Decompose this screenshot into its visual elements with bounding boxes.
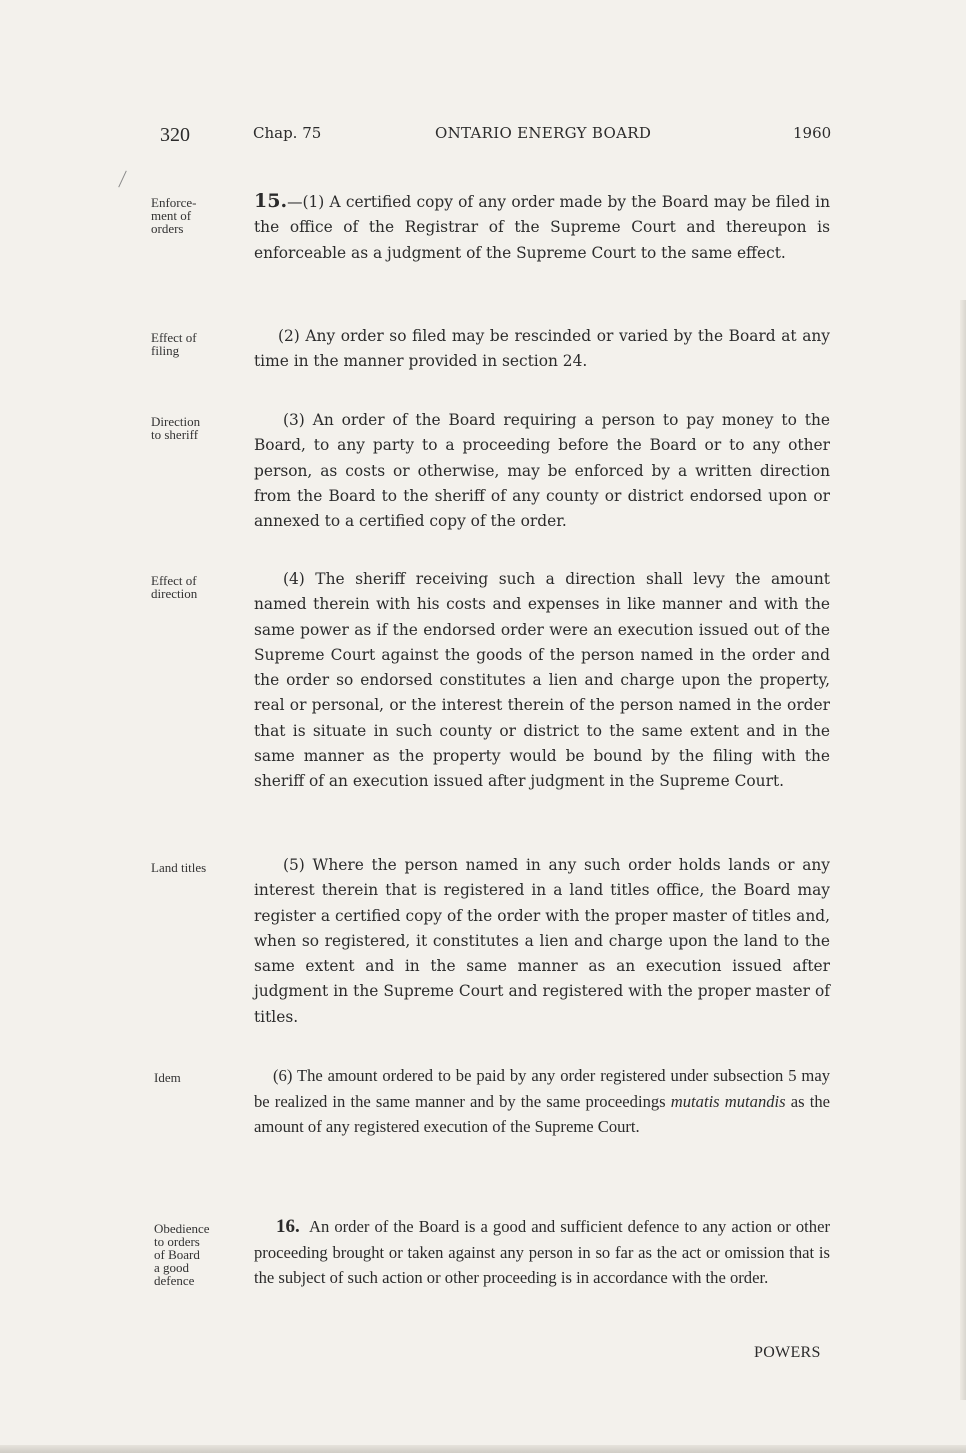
marginal-note: Obedience to orders of Board a good defence [154,1221,210,1288]
subsection-4: (4) The sheriff receiving such a direction shall levy the amount named therein with his costs and expenses in like manner and with the same power as if the endorsed order were an execution issued out of the Supreme Court against the goods of the person named in the order and the order so endorsed constitutes a lien and charge upon the property, real or personal, or the interest therein of the person named in the order that is situate in such county or district to the same extent and in the same manner as the property would be bound by the filing with the sheriff of an execution issued after judgment in the Supreme Court. [254,570,830,791]
section-text: —(1) A certified copy of any order made by the Board may be filed in the office of the Registrar of the Supreme Court and thereupon is enforceable as a judgment of the Supreme Court to the same effect. [254,193,830,262]
section-16 [254,1214,830,1291]
marginal-note: Effect of direction [151,573,198,601]
running-header [0,122,966,152]
marginal-note: Effect of filing [151,330,197,358]
latin-phrase: mutatis mutandis [670,1091,786,1111]
section-text: An order of the Board is a good and sufficient defence to any action or other proceeding brought or taken against any person in so far as the act or omission that is the subject of such action or other proceeding is in accordance with the order. [254,1217,830,1288]
subsection-6 [254,1063,830,1140]
section-text: as the amount of any registered execution of the Supreme Court. [254,1091,830,1137]
subsection-3: (3) An order of the Board requiring a person to pay money to the Board, to any party to a proceeding before the Board or to any other person, as costs or otherwise, may be enforced by a written direction from the Board to the sheriff of any county or district endorsed upon or annexed to a certified copy of the order. [254,411,830,531]
section-number: 16. [276,1216,300,1237]
catchword: POWERS [754,1344,821,1361]
subsection-5: (5) Where the person named in any such order holds lands or any interest therein that is registered in a land titles office, the Board may register a certified copy of the order with the proper master of titles and, when so registered, it constitutes a lien and charge upon the land to the same extent and in the same manner as an execution issued after judgment in the Supreme Court and registered with the proper master of titles. [254,856,830,1026]
section-text: (6) The amount ordered to be paid by any order registered under subsection 5 may be realized in the same manner and by the same proceedings [254,1066,830,1111]
marginal-note: Land titles [151,860,207,875]
section-number: 15. [254,190,288,212]
subsection-2: (2) Any order so filed may be rescinded or varied by the Board at any time in the manner provided in section 24. [254,327,830,371]
year: 1960 [793,124,832,142]
stray-pencil-mark [118,171,127,188]
page-edge-right [960,300,966,1400]
section-15-1 [254,189,830,266]
running-title: ONTARIO ENERGY BOARD [435,124,652,142]
chapter-reference: Chap. 75 [253,124,322,142]
marginal-note: Enforce- ment of orders [151,195,197,236]
page-number: 320 [160,124,190,146]
marginal-note: Idem [154,1070,181,1085]
page-edge [0,1445,966,1453]
marginal-note: Direction to sheriff [151,414,201,442]
